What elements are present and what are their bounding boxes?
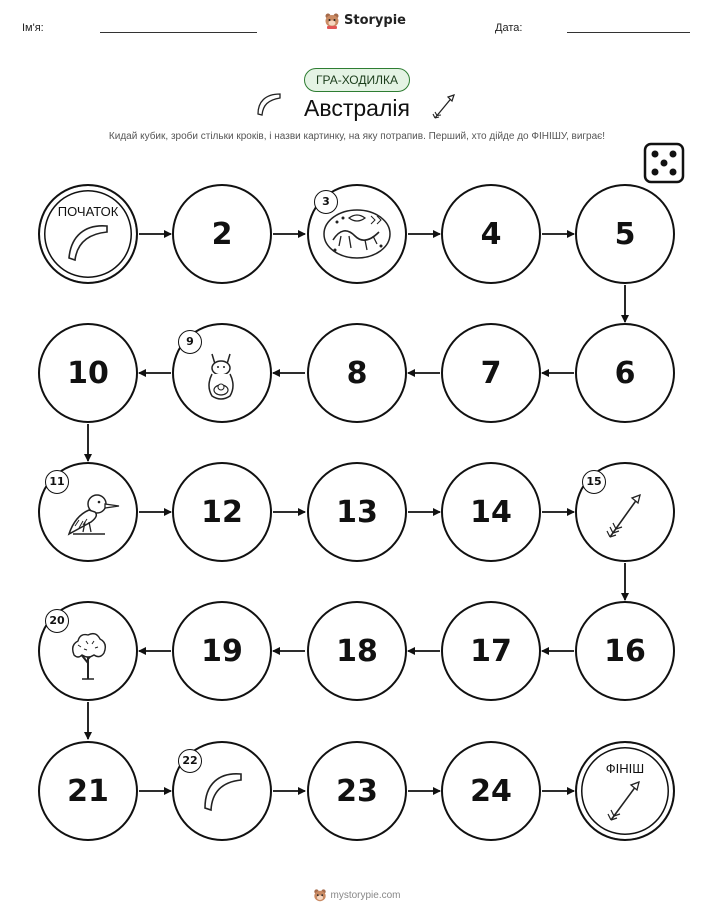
game-type-badge: ГРА-ХОДИЛКА	[304, 68, 410, 92]
board-cell-16[interactable]	[575, 601, 675, 701]
board-cell-2[interactable]	[172, 184, 272, 284]
page-title: Австралія	[304, 95, 410, 121]
board-cell-12[interactable]	[172, 462, 272, 562]
board-cell-24[interactable]	[441, 741, 541, 841]
finish-label: ФІНІШ	[605, 761, 645, 776]
cell-number: 12	[201, 494, 243, 530]
board-cell-6[interactable]	[575, 323, 675, 423]
cell-number: 17	[470, 633, 512, 669]
cell-number: 13	[336, 494, 378, 530]
boomerang-icon	[63, 220, 113, 266]
spear-arrow-icon	[603, 776, 647, 826]
cell-number: 18	[336, 633, 378, 669]
board-cell-finish[interactable]	[575, 741, 675, 841]
name-label: Ім'я:	[22, 22, 44, 34]
board-cell-7[interactable]	[441, 323, 541, 423]
cell-number: 8	[346, 355, 368, 391]
date-label: Дата:	[495, 22, 523, 34]
cell-number: 16	[604, 633, 646, 669]
board-cell-21[interactable]	[38, 741, 138, 841]
board-cell-14[interactable]	[441, 462, 541, 562]
cell-number: 21	[67, 773, 109, 809]
cell-badge-20: 20	[45, 609, 69, 633]
board-cell-start[interactable]	[38, 184, 138, 284]
board-cell-10[interactable]	[38, 323, 138, 423]
cell-badge-3: 3	[314, 190, 338, 214]
board-cell-13[interactable]	[307, 462, 407, 562]
cell-number: 10	[67, 355, 109, 391]
cell-number: 6	[614, 355, 636, 391]
start-label: ПОЧАТОК	[57, 204, 119, 219]
cell-badge-22: 22	[178, 749, 202, 773]
eucalyptus-tree-icon	[66, 629, 110, 681]
footer-url: mystorypie.com	[330, 890, 401, 902]
cell-badge-11: 11	[45, 470, 69, 494]
board-cell-8[interactable]	[307, 323, 407, 423]
brand-name: Storypie	[344, 13, 406, 28]
cell-number: 14	[470, 494, 512, 530]
board-cell-19[interactable]	[172, 601, 272, 701]
instructions-text: Кидай кубик, зроби стільки кроків, і назви картинку, на яку потрапив. Перший, хто дійде до ФІНІШУ, виграє!	[108, 131, 606, 142]
board-cell-5[interactable]	[575, 184, 675, 284]
cell-number: 24	[470, 773, 512, 809]
board-cell-4[interactable]	[441, 184, 541, 284]
kangaroo-icon	[200, 350, 244, 404]
spear-arrow-icon	[600, 487, 650, 543]
boomerang-icon	[197, 766, 247, 816]
board-cell-18[interactable]	[307, 601, 407, 701]
cell-badge-9: 9	[178, 330, 202, 354]
cell-number: 19	[201, 633, 243, 669]
cell-number: 23	[336, 773, 378, 809]
cell-number: 7	[480, 355, 502, 391]
kookaburra-icon	[59, 490, 121, 542]
cell-number: 2	[211, 216, 233, 252]
board-cell-17[interactable]	[441, 601, 541, 701]
aboriginal-art-icon	[321, 206, 393, 262]
board-cell-23[interactable]	[307, 741, 407, 841]
footer	[0, 888, 714, 903]
cell-number: 4	[480, 216, 502, 252]
cell-badge-15: 15	[582, 470, 606, 494]
storypie-mascot-icon	[313, 888, 327, 903]
cell-number: 5	[614, 216, 636, 252]
